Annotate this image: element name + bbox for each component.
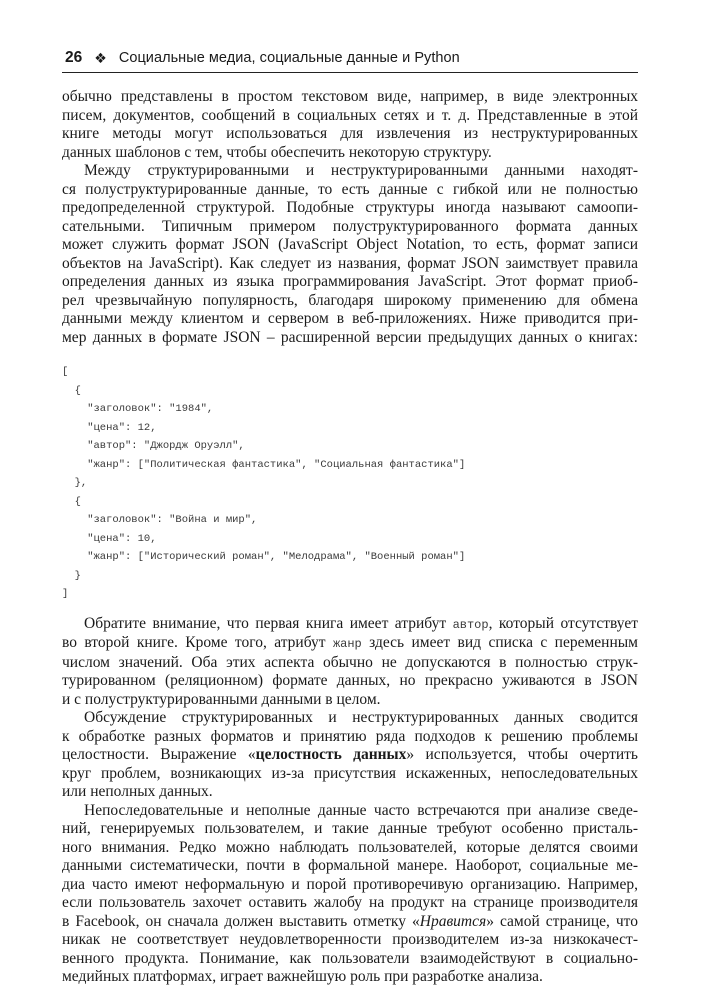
code-line: "заголовок": "1984", [62,403,214,415]
text-line: числом значений. Оба этих аспекта обычно не допускаются в полностью струк- [62,653,638,671]
text-line: объектов на JavaScript). Как следует из названия, формат JSON заимствует правила [62,254,638,272]
text-line [62,634,638,654]
text-run: целостности. Выражение « [62,746,256,763]
text-line: и с полуструктурированными данными в целом. [62,690,381,708]
text-line: круг проблем, возникающих из-за присутствия искаженных, непоследовательных [62,764,638,782]
text-line: книге методы могут использоваться для извлечения из неструктурированных [62,125,638,142]
code-line: "жанр": ["Исторический роман", "Мелодрама", "Военный роман"] [62,551,466,563]
text-line: Обсуждение структурированных и неструктурированных данных сводится [84,709,638,726]
paragraph-2 [62,162,638,347]
paragraph-1 [62,88,638,162]
text-line: может служить формат JSON (JavaScript Object Notation, то есть, формат записи [62,236,638,253]
code-line: { [62,384,81,397]
code-line: "автор": "Джордж Оруэлл", [62,440,245,452]
text-line: Между структурированными и неструктурированными данными находят- [84,162,638,179]
text-line [62,913,638,932]
code-line: "цена": 12, [62,421,157,434]
italic-term: Нравится [419,912,487,930]
text-line: обычно представлены в простом текстовом виде, например, в виде электронных [62,88,638,105]
text-line: никак не соответствует неудовлетворенности производителем из-за низкокачест- [62,931,638,948]
paragraph-4 [62,709,638,802]
text-line: данными систематически, почти в формальной манере. Наоборот, социальные ме- [62,857,638,874]
text-run: во второй книге. Кроме того, атрибут [62,634,333,651]
text-line: медийных платформах, играет важнейшую роль при разработке анализа. [62,968,543,985]
text-run: , который отсутствует [488,614,639,632]
text-line: к обработке разных форматов и принятию ряда подходов к решению проблемы [62,727,638,745]
text-line [62,746,638,765]
code-line: }, [62,477,88,489]
text-line: турированном (реляционном) формате данных, но прекрасно уживаются в JSON [62,672,638,689]
text-line: ного внимания. Редко можно наблюдать пользователей, которые делятся своими [62,838,638,856]
running-title: Социальные медиа, социальные данные и Python [118,50,460,66]
text-line: сательными. Типичным примером полуструктурированного формата данных [62,217,638,235]
page-body [62,88,638,987]
text-run: здесь имеет вид списка с переменным [361,634,638,651]
text-line: данными между клиентом и сервером в веб-приложениях. Ниже приводится при- [62,310,638,327]
text-line: венного продукта. Понимание, как пользователи взаимодействуют в социально- [62,949,638,967]
text-line: данных шаблонов с тем, чтобы обеспечить некоторую структуру. [62,143,492,161]
text-line: предопределенной структурой. Подобные структуры иногда называют самоопи- [62,199,638,216]
code-line: "жанр": ["Политическая фантастика", "Социальная фантастика"] [62,458,466,471]
code-line: } [62,569,81,582]
text-line [62,615,638,635]
diamond-ornament-icon: ❖ [94,50,107,66]
text-line: Непоследовательные и неполные данные часто встречаются при анализе сведе- [84,801,638,819]
text-run: » самой странице, что [486,912,638,930]
text-run: в Facebook, он сначала должен выставить отметку « [62,912,420,930]
text-run: Обратите внимание, что первая книга имеет атрибут [84,614,453,632]
text-line: писем, документов, сообщений в социальных сетях и т. д. Представленные в этой [62,106,638,124]
text-line: ся полуструктурированные данные, то есть данные с гибкой или не полностью [62,180,638,198]
inline-code: жанр [332,637,362,651]
inline-code: автор [452,617,489,632]
paragraph-3 [62,615,638,710]
code-line: [ [62,366,69,378]
code-line: "заголовок": "Война и мир", [62,514,258,526]
code-line: { [62,495,81,508]
code-line: "цена": 10, [62,532,157,545]
page-header [62,48,638,73]
text-line: определения данных из языка программирования JavaScript. Этот формат приоб- [62,273,638,290]
text-line: мер данных в формате JSON – расширенной версии предыдущих данных о книгах: [62,328,638,346]
text-line: рел чрезвычайную популярность, благодаря широкому применению для обмена [62,291,638,309]
bold-term: целостность данных [255,746,407,763]
text-line: ний, генерируемых пользователем, и такие данные требуют особенно присталь- [62,820,638,837]
code-line: ] [62,588,69,600]
text-line: диа часто имеют неформальную и порой противоречивую организацию. Например, [62,875,638,893]
text-run: » используется, чтобы очертить [406,746,638,763]
text-line: или неполных данных. [62,783,213,800]
text-line: если пользователь захочет оставить жалобу на продукт на странице производителя [62,894,638,911]
json-code-listing [62,363,638,604]
page-number: 26 [65,49,83,66]
paragraph-5 [62,802,638,987]
